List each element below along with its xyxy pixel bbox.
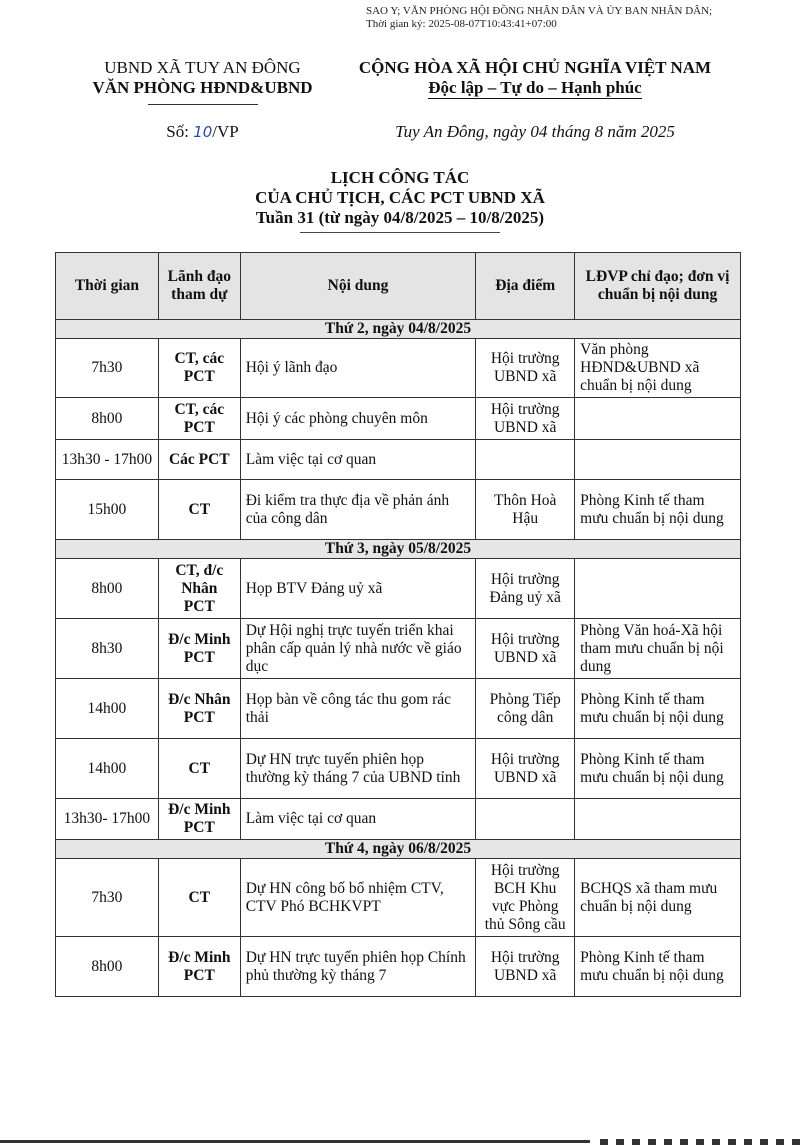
cell-content: Hội ý lãnh đạo — [240, 339, 476, 398]
cell-prep: Phòng Văn hoá-Xã hội tham mưu chuẩn bị nội dung — [575, 619, 741, 679]
cell-lead: CT, các PCT — [158, 339, 240, 398]
cell-content: Họp bàn về công tác thu gom rác thải — [240, 679, 476, 739]
schedule-table — [55, 252, 741, 997]
doc-number-label: Số: — [166, 122, 194, 141]
cell-prep — [575, 398, 741, 440]
doc-number-handwritten: 10 — [193, 123, 213, 141]
day-label: Thứ 4, ngày 06/8/2025 — [56, 840, 741, 859]
national-motto-header — [330, 58, 740, 98]
day-label: Thứ 3, ngày 05/8/2025 — [56, 540, 741, 559]
cell-location: Hội trường Đảng uỷ xã — [476, 559, 575, 619]
agency-parent: UBND XÃ TUY AN ĐÔNG — [104, 58, 301, 77]
table-row — [56, 937, 741, 997]
cell-location: Hội trường UBND xã — [476, 339, 575, 398]
cell-time: 15h00 — [56, 480, 159, 540]
table-row — [56, 559, 741, 619]
table-row — [56, 739, 741, 799]
cell-lead: CT — [158, 739, 240, 799]
title-line-1: LỊCH CÔNG TÁC — [330, 168, 470, 187]
stamp-line-2: Thời gian ký: 2025-08-07T10:43:41+07:00 — [366, 18, 557, 30]
cell-prep: BCHQS xã tham mưu chuẩn bị nội dung — [575, 859, 741, 937]
table-row — [56, 679, 741, 739]
agency-name: VĂN PHÒNG HĐND&UBND — [92, 78, 313, 97]
motto-text: Độc lập – Tự do – Hạnh phúc — [428, 78, 642, 97]
table-row — [56, 480, 741, 540]
document-number — [70, 122, 335, 142]
cell-content: Đi kiểm tra thực địa về phản ánh của công dân — [240, 480, 476, 540]
issuing-agency-header — [70, 58, 335, 105]
schedule-body — [56, 320, 741, 997]
cell-prep: Văn phòng HĐND&UBND xã chuẩn bị nội dung — [575, 339, 741, 398]
table-row — [56, 619, 741, 679]
cell-lead: Đ/c Minh PCT — [158, 799, 240, 840]
cell-location: Hội trường BCH Khu vực Phòng thủ Sông cầu — [476, 859, 575, 937]
day-row — [56, 320, 741, 339]
cell-prep: Phòng Kinh tế tham mưu chuẩn bị nội dung — [575, 937, 741, 997]
day-row — [56, 540, 741, 559]
table-row — [56, 799, 741, 840]
cell-content: Dự Hội nghị trực tuyến triển khai phân cấp quản lý nhà nước về giáo dục — [240, 619, 476, 679]
cell-time: 8h00 — [56, 398, 159, 440]
title-line-3: Tuần 31 (từ ngày 04/8/2025 – 10/8/2025) — [255, 208, 545, 227]
cell-time: 8h00 — [56, 559, 159, 619]
title-line-2: CỦA CHỦ TỊCH, CÁC PCT UBND XÃ — [255, 188, 545, 207]
cell-prep: Phòng Kinh tế tham mưu chuẩn bị nội dung — [575, 739, 741, 799]
table-header-row — [56, 253, 741, 320]
cell-content: Làm việc tại cơ quan — [240, 799, 476, 840]
cell-content: Dự HN trực tuyến phiên họp thường kỳ tháng 7 của UBND tỉnh — [240, 739, 476, 799]
cell-content: Dự HN trực tuyến phiên họp Chính phủ thường kỳ tháng 7 — [240, 937, 476, 997]
document-title — [100, 168, 700, 233]
cell-time: 7h30 — [56, 859, 159, 937]
cell-content: Hội ý các phòng chuyên môn — [240, 398, 476, 440]
cell-content: Làm việc tại cơ quan — [240, 440, 476, 480]
cell-lead: CT — [158, 859, 240, 937]
cell-lead: CT — [158, 480, 240, 540]
cell-location: Hội trường UBND xã — [476, 739, 575, 799]
col-header-prep: LĐVP chỉ đạo; đơn vị chuẩn bị nội dung — [575, 253, 741, 320]
cell-prep: Phòng Kinh tế tham mưu chuẩn bị nội dung — [575, 679, 741, 739]
col-header-lead: Lãnh đạo tham dự — [158, 253, 240, 320]
cell-location: Hội trường UBND xã — [476, 937, 575, 997]
table-row — [56, 859, 741, 937]
cell-time: 14h00 — [56, 679, 159, 739]
scan-edge-line — [0, 1140, 590, 1143]
cell-location — [476, 440, 575, 480]
cell-time: 8h00 — [56, 937, 159, 997]
cell-location — [476, 799, 575, 840]
col-header-time: Thời gian — [56, 253, 159, 320]
cell-lead: Các PCT — [158, 440, 240, 480]
cell-time: 13h30 - 17h00 — [56, 440, 159, 480]
cell-time: 7h30 — [56, 339, 159, 398]
cell-prep — [575, 799, 741, 840]
title-underline — [300, 232, 500, 233]
col-header-content: Nội dung — [240, 253, 476, 320]
cell-lead: CT, các PCT — [158, 398, 240, 440]
stamp-line-1: SAO Y; VĂN PHÒNG HỘI ĐỒNG NHÂN DÂN VÀ ỦY BAN NHÂN DÂN; — [366, 5, 713, 17]
cell-time: 14h00 — [56, 739, 159, 799]
table-row — [56, 398, 741, 440]
cell-lead: CT, đ/c Nhân PCT — [158, 559, 240, 619]
cell-content: Dự HN công bố bổ nhiệm CTV, CTV Phó BCHKVPT — [240, 859, 476, 937]
table-row — [56, 339, 741, 398]
cell-time: 13h30- 17h00 — [56, 799, 159, 840]
cell-prep: Phòng Kinh tế tham mưu chuẩn bị nội dung — [575, 480, 741, 540]
day-label: Thứ 2, ngày 04/8/2025 — [56, 320, 741, 339]
cell-location: Phòng Tiếp công dân — [476, 679, 575, 739]
scan-edge-fragment — [600, 1139, 800, 1145]
cell-prep — [575, 440, 741, 480]
cell-time: 8h30 — [56, 619, 159, 679]
doc-number-suffix: /VP — [212, 122, 239, 141]
place-and-date: Tuy An Đông, ngày 04 tháng 8 năm 2025 — [395, 122, 675, 141]
agency-underline — [148, 104, 258, 105]
country-name: CỘNG HÒA XÃ HỘI CHỦ NGHĨA VIỆT NAM — [358, 58, 712, 77]
cell-content: Họp BTV Đảng uỷ xã — [240, 559, 476, 619]
cell-location: Hội trường UBND xã — [476, 619, 575, 679]
col-header-location: Địa điểm — [476, 253, 575, 320]
day-row — [56, 840, 741, 859]
cell-lead: Đ/c Nhân PCT — [158, 679, 240, 739]
cell-lead: Đ/c Minh PCT — [158, 937, 240, 997]
cell-location: Hội trường UBND xã — [476, 398, 575, 440]
cell-location: Thôn Hoà Hậu — [476, 480, 575, 540]
cell-lead: Đ/c Minh PCT — [158, 619, 240, 679]
cell-prep — [575, 559, 741, 619]
motto — [330, 78, 740, 98]
digital-signature-stamp — [366, 5, 800, 31]
table-row — [56, 440, 741, 480]
